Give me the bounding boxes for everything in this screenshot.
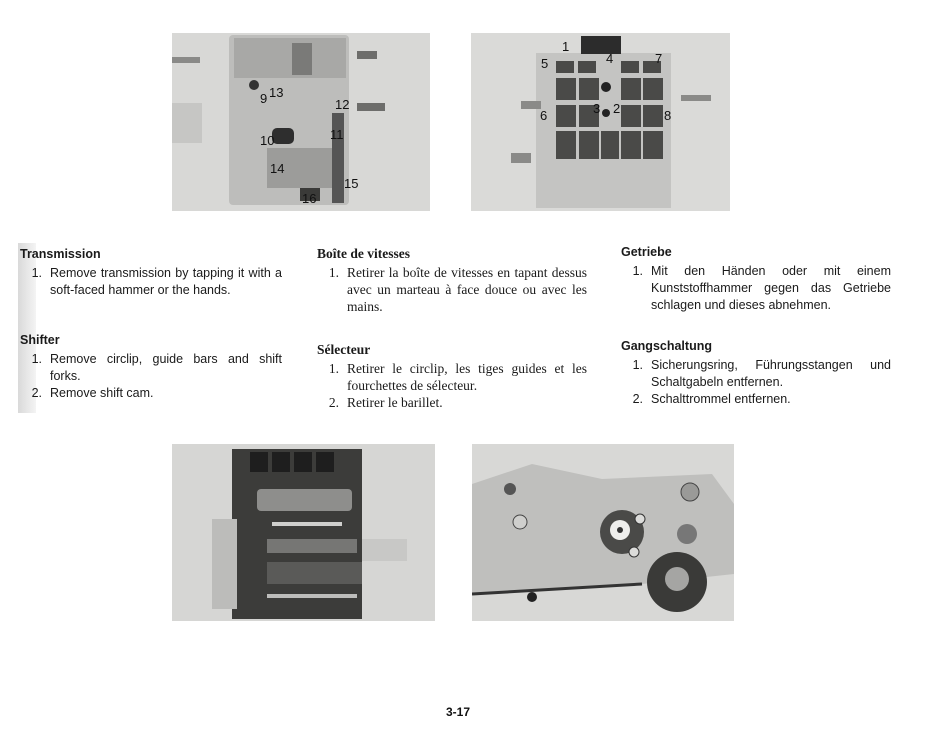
step-text: Remove circlip, guide bars and shift forks.	[50, 352, 282, 383]
heading-shifter-fr: Sélecteur	[317, 342, 371, 357]
callout-4: 4	[606, 51, 614, 66]
german-column	[621, 244, 891, 408]
photo-shift-cam	[472, 444, 734, 621]
step-number: 1.	[632, 264, 643, 278]
photo-transmission-case-left	[172, 33, 430, 211]
step-item	[621, 391, 891, 408]
step-item	[317, 394, 587, 411]
step-number: 1.	[328, 265, 339, 280]
step-text: Retirer le circlip, les tiges guides et les fourchettes de sélecteur.	[347, 361, 587, 393]
step-item	[621, 357, 891, 391]
callout-8: 8	[664, 108, 672, 123]
step-item	[317, 360, 587, 394]
step-text: Sicherungsring, Führungsstangen und Schaltgabeln entfernen.	[651, 358, 891, 389]
callout-10: 10	[260, 133, 275, 148]
step-number: 1.	[31, 266, 42, 280]
step-item	[20, 351, 282, 385]
shift-cam-cover-illustration	[472, 444, 734, 621]
step-text: Remove shift cam.	[50, 386, 154, 400]
callout-9: 9	[260, 91, 268, 106]
step-text: Remove transmission by tapping it with a soft-faced hammer or the hands.	[50, 266, 282, 297]
page-number: 3-17	[446, 705, 471, 719]
step-number: 2.	[31, 386, 42, 400]
step-item	[317, 264, 587, 315]
callout-16: 16	[302, 191, 317, 206]
heading-transmission-de: Getriebe	[621, 245, 672, 259]
heading-transmission-en: Transmission	[20, 247, 101, 261]
callout-11: 11	[330, 127, 344, 142]
callout-15: 15	[344, 176, 359, 191]
step-text: Retirer le barillet.	[347, 395, 443, 410]
callout-3: 3	[593, 101, 601, 116]
callout-14: 14	[270, 161, 285, 176]
callout-12: 12	[335, 97, 350, 112]
step-text: Schalttrommel entfernen.	[651, 392, 791, 406]
photo-transmission-case-right	[471, 33, 730, 211]
step-number: 1.	[31, 352, 42, 366]
callout-6: 6	[540, 108, 548, 123]
heading-shifter-en: Shifter	[20, 333, 60, 347]
callout-7: 7	[655, 51, 663, 66]
step-item	[20, 385, 282, 402]
shifter-assembly-illustration	[172, 444, 435, 621]
step-item	[621, 263, 891, 314]
step-number: 2.	[632, 392, 643, 406]
step-text: Retirer la boîte de vitesses en tapant dessus avec un marteau à face douce ou avec les mains.	[347, 265, 587, 314]
french-column	[317, 245, 587, 411]
heading-shifter-de: Gangschaltung	[621, 339, 712, 353]
crankcase-bolts-illustration	[471, 33, 730, 211]
callout-1: 1	[562, 39, 570, 54]
callout-5: 5	[541, 56, 549, 71]
transmission-case-illustration	[172, 33, 430, 211]
step-number: 1.	[632, 358, 643, 372]
step-item	[20, 265, 282, 299]
step-text: Mit den Händen oder mit einem Kunststoffhammer gegen das Getriebe schlagen und dieses abnehmen.	[651, 264, 891, 312]
english-column	[20, 246, 282, 402]
callout-13: 13	[269, 85, 284, 100]
heading-transmission-fr: Boîte de vitesses	[317, 246, 410, 261]
step-number: 2.	[328, 395, 339, 410]
step-number: 1.	[328, 361, 339, 376]
callout-2: 2	[613, 101, 621, 116]
photo-shifter-forks	[172, 444, 435, 621]
